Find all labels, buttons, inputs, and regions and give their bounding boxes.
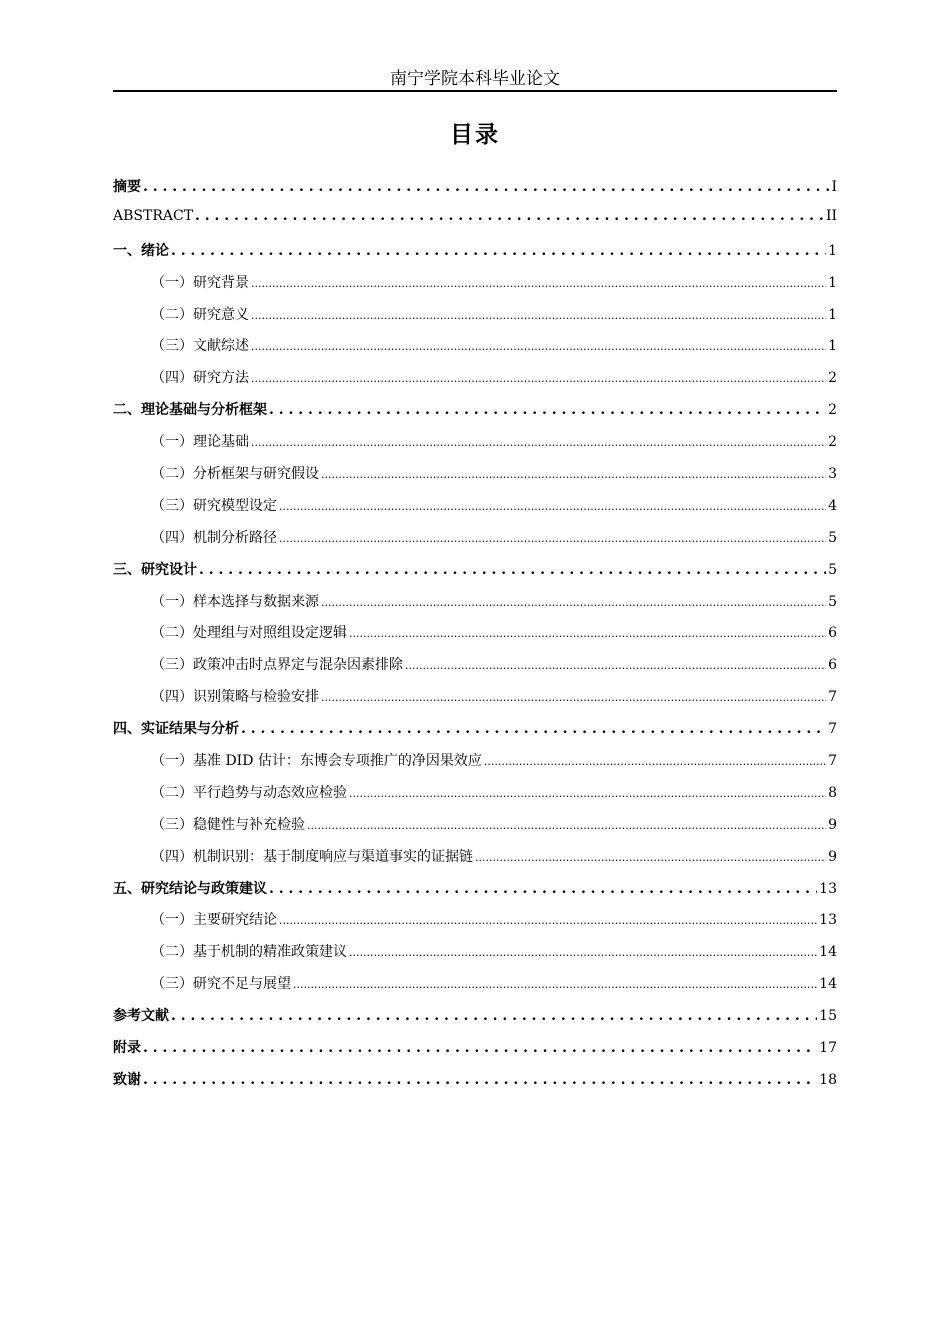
- toc-section-entry[interactable]: [113, 846, 837, 878]
- toc-chapter-entry[interactable]: [113, 208, 837, 240]
- toc-section-entry[interactable]: [113, 527, 837, 559]
- toc-entry-label: 附录: [113, 1040, 141, 1057]
- toc-dot-leader: [143, 1072, 817, 1088]
- toc-entry-label: （三）研究不足与展望: [151, 976, 291, 993]
- toc-entry-label: 摘要: [113, 179, 141, 195]
- toc-dot-leader: [321, 466, 826, 482]
- toc-chapter-entry[interactable]: [113, 240, 837, 272]
- toc-section-entry[interactable]: [113, 591, 837, 623]
- toc-entry-label: 五、研究结论与政策建议: [113, 880, 267, 897]
- toc-entry-page-number: 1: [828, 242, 837, 259]
- toc-entry-label: （三）政策冲击时点界定与混杂因素排除: [151, 657, 403, 674]
- toc-section-entry[interactable]: [113, 367, 837, 399]
- toc-entry-page-number: 9: [828, 848, 837, 865]
- toc-entry-page-number: 4: [828, 497, 837, 514]
- toc-entry-label: 三、研究设计: [113, 561, 197, 578]
- toc-entry-page-number: 9: [828, 816, 837, 833]
- toc-entry-page-number: 1: [828, 274, 837, 291]
- toc-entry-page-number: 17: [819, 1040, 837, 1057]
- toc-entry-label: 参考文献: [113, 1008, 169, 1025]
- toc-entry-label: （一）研究背景: [151, 274, 249, 291]
- toc-chapter-entry[interactable]: [113, 399, 837, 431]
- toc-entry-label: （二）处理组与对照组设定逻辑: [151, 625, 347, 642]
- toc-dot-leader: [199, 562, 826, 578]
- toc-entry-label: （二）基于机制的精准政策建议: [151, 944, 347, 961]
- toc-entry-page-number: 13: [819, 912, 837, 929]
- toc-section-entry[interactable]: [113, 495, 837, 527]
- toc-chapter-entry[interactable]: [113, 1005, 837, 1037]
- toc-dot-leader: [195, 208, 824, 224]
- toc-dot-leader: [143, 1040, 817, 1056]
- toc-dot-leader: [251, 338, 826, 354]
- toc-dot-leader: [251, 434, 826, 450]
- toc-dot-leader: [251, 275, 826, 291]
- page-header: [113, 68, 837, 92]
- toc-entry-label: （四）机制分析路径: [151, 529, 277, 546]
- toc-entry-page-number: 8: [828, 784, 837, 801]
- toc-entry-page-number: 5: [828, 561, 837, 578]
- toc-entry-page-number: 3: [828, 466, 837, 483]
- toc-entry-page-number: II: [825, 207, 837, 224]
- toc-entry-page-number: 1: [828, 306, 837, 323]
- header-text: 南宁学院本科毕业论文: [390, 69, 560, 89]
- toc-entry-page-number: 13: [819, 880, 837, 897]
- toc-entry-page-number: 6: [828, 657, 837, 674]
- toc-entry-page-number: 7: [828, 689, 837, 706]
- toc-title: 目录: [450, 122, 500, 148]
- toc-dot-leader: [171, 1008, 817, 1024]
- toc-entry-page-number: 14: [819, 976, 837, 993]
- toc-section-entry[interactable]: [113, 622, 837, 654]
- toc-section-entry[interactable]: [113, 686, 837, 718]
- toc-chapter-entry[interactable]: [113, 878, 837, 910]
- toc-section-entry[interactable]: [113, 782, 837, 814]
- toc-entry-page-number: 2: [828, 434, 837, 451]
- toc-dot-leader: [269, 881, 817, 897]
- toc-section-entry[interactable]: [113, 304, 837, 336]
- toc-dot-leader: [475, 849, 826, 865]
- toc-entry-page-number: 2: [828, 402, 837, 419]
- toc-chapter-entry[interactable]: [113, 559, 837, 591]
- toc-dot-leader: [279, 498, 826, 514]
- toc-entry-label: （二）分析框架与研究假设: [151, 466, 319, 483]
- toc-section-entry[interactable]: [113, 909, 837, 941]
- toc-entry-page-number: 7: [828, 753, 837, 770]
- toc-dot-leader: [405, 657, 826, 673]
- toc-entry-label: （一）基准 DID 估计：东博会专项推广的净因果效应: [151, 753, 482, 770]
- toc-chapter-entry[interactable]: [113, 176, 837, 208]
- toc-entry-label: 四、实证结果与分析: [113, 721, 239, 738]
- toc-section-entry[interactable]: [113, 814, 837, 846]
- toc-entry-page-number: 6: [828, 625, 837, 642]
- toc-section-entry[interactable]: [113, 654, 837, 686]
- toc-entry-label: 二、理论基础与分析框架: [113, 402, 267, 419]
- toc-entry-label: （三）文献综述: [151, 338, 249, 355]
- toc-entry-label: （一）主要研究结论: [151, 912, 277, 929]
- toc-chapter-entry[interactable]: [113, 1037, 837, 1069]
- table-of-contents: [113, 176, 837, 1101]
- toc-dot-leader: [293, 976, 817, 992]
- toc-dot-leader: [349, 785, 826, 801]
- toc-entry-label: （一）理论基础: [151, 434, 249, 451]
- toc-dot-leader: [143, 179, 829, 195]
- toc-entry-page-number: 2: [828, 370, 837, 387]
- toc-section-entry[interactable]: [113, 750, 837, 782]
- toc-section-entry[interactable]: [113, 973, 837, 1005]
- toc-dot-leader: [251, 307, 826, 323]
- toc-section-entry[interactable]: [113, 463, 837, 495]
- toc-entry-page-number: 14: [819, 944, 837, 961]
- toc-entry-page-number: 1: [828, 338, 837, 355]
- toc-section-entry[interactable]: [113, 941, 837, 973]
- toc-entry-label: （二）研究意义: [151, 306, 249, 323]
- toc-entry-label: （四）机制识别：基于制度响应与渠道事实的证据链: [151, 848, 473, 865]
- toc-section-entry[interactable]: [113, 431, 837, 463]
- toc-entry-page-number: 5: [828, 593, 837, 610]
- toc-entry-label: （二）平行趋势与动态效应检验: [151, 784, 347, 801]
- toc-entry-label: （三）研究模型设定: [151, 497, 277, 514]
- toc-entry-label: ABSTRACT: [113, 207, 194, 224]
- toc-dot-leader: [321, 689, 826, 705]
- toc-section-entry[interactable]: [113, 335, 837, 367]
- toc-dot-leader: [251, 370, 826, 386]
- toc-dot-leader: [279, 912, 817, 928]
- toc-dot-leader: [484, 753, 826, 769]
- toc-dot-leader: [171, 243, 826, 259]
- toc-dot-leader: [321, 594, 826, 610]
- toc-entry-label: （四）识别策略与检验安排: [151, 689, 319, 706]
- toc-dot-leader: [349, 625, 826, 641]
- toc-entry-label: （四）研究方法: [151, 370, 249, 387]
- toc-dot-leader: [307, 817, 826, 833]
- toc-chapter-entry[interactable]: [113, 718, 837, 750]
- toc-entry-page-number: 18: [819, 1071, 837, 1088]
- toc-entry-page-number: 5: [828, 529, 837, 546]
- toc-entry-page-number: I: [831, 179, 837, 195]
- toc-entry-label: 致谢: [113, 1071, 141, 1088]
- toc-dot-leader: [269, 402, 826, 418]
- toc-dot-leader: [349, 944, 817, 960]
- toc-entry-page-number: 15: [819, 1008, 837, 1025]
- toc-dot-leader: [279, 530, 826, 546]
- toc-section-entry[interactable]: [113, 272, 837, 304]
- toc-entry-page-number: 7: [828, 721, 837, 738]
- toc-dot-leader: [241, 721, 826, 737]
- toc-entry-label: 一、绪论: [113, 242, 169, 259]
- toc-entry-label: （一）样本选择与数据来源: [151, 593, 319, 610]
- toc-entry-label: （三）稳健性与补充检验: [151, 816, 305, 833]
- toc-chapter-entry[interactable]: [113, 1069, 837, 1101]
